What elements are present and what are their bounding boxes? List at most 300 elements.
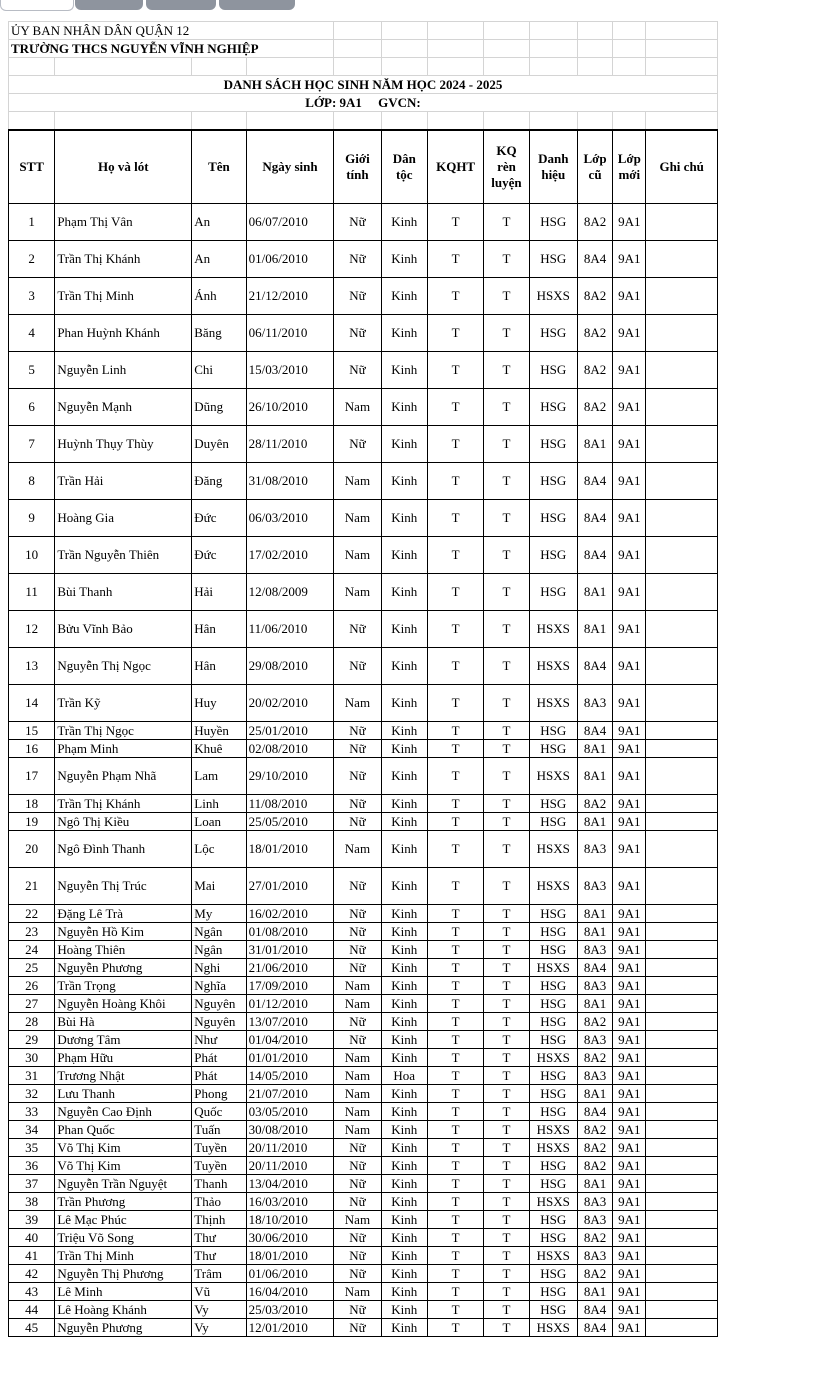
dan-toc-cell: Kinh [381, 722, 427, 740]
gioi-tinh-cell: Nữ [334, 1031, 381, 1049]
dan-toc-cell: Kinh [381, 1265, 427, 1283]
dan-toc-cell: Kinh [381, 1175, 427, 1193]
lop-moi-cell: 9A1 [613, 1283, 646, 1301]
ten-cell: Tuyền [192, 1157, 246, 1175]
table-row [9, 463, 718, 500]
lop-moi-cell: 9A1 [613, 941, 646, 959]
gioi-tinh-cell: Nam [334, 389, 381, 426]
dan-toc-cell: Kinh [381, 648, 427, 685]
lop-moi-cell: 9A1 [613, 1031, 646, 1049]
dan-toc-cell: Kinh [381, 1139, 427, 1157]
school-name: TRƯỜNG THCS NGUYỄN VĨNH NGHIỆP [9, 40, 334, 58]
dan-toc-cell: Kinh [381, 1031, 427, 1049]
danh-hieu-cell: HSXS [529, 1319, 577, 1337]
ten-cell: Huyền [192, 722, 246, 740]
ngay-sinh-cell: 01/12/2010 [246, 995, 334, 1013]
sheet-tab-bar [0, 0, 828, 12]
table-row [9, 995, 718, 1013]
stt-cell: 4 [9, 315, 55, 352]
table-row [9, 923, 718, 941]
ten-cell: Đăng [192, 463, 246, 500]
dan-toc-cell: Kinh [381, 1103, 427, 1121]
danh-hieu-cell: HSG [529, 1103, 577, 1121]
table-row [9, 537, 718, 574]
dan-toc-cell: Kinh [381, 352, 427, 389]
gioi-tinh-cell: Nữ [334, 611, 381, 648]
dan-toc-cell: Kinh [381, 500, 427, 537]
lop-cu-cell: 8A1 [577, 1175, 612, 1193]
ho-lot-cell: Ngô Thị Kiều [55, 813, 192, 831]
danh-hieu-cell: HSG [529, 241, 577, 278]
ho-lot-cell: Trần Thị Minh [55, 278, 192, 315]
gioi-tinh-cell: Nam [334, 1067, 381, 1085]
danh-hieu-cell: HSG [529, 1085, 577, 1103]
ten-cell: My [192, 905, 246, 923]
stt-cell: 9 [9, 500, 55, 537]
kqht-cell: T [427, 241, 483, 278]
ten-cell: Phát [192, 1067, 246, 1085]
ren-luyen-cell: T [484, 959, 529, 977]
ren-luyen-cell: T [484, 995, 529, 1013]
stt-cell: 45 [9, 1319, 55, 1337]
dan-toc-cell: Kinh [381, 426, 427, 463]
lop-cu-cell: 8A2 [577, 795, 612, 813]
ghi-chu-cell [646, 1085, 718, 1103]
lop-cu-cell: 8A2 [577, 204, 612, 241]
stt-cell: 33 [9, 1103, 55, 1121]
lop-cu-cell: 8A4 [577, 722, 612, 740]
dan-toc-cell: Kinh [381, 463, 427, 500]
col-header-ngay-sinh: Ngày sinh [246, 130, 334, 204]
ghi-chu-cell [646, 1067, 718, 1085]
ren-luyen-cell: T [484, 1103, 529, 1121]
dan-toc-cell: Hoa [381, 1067, 427, 1085]
ren-luyen-cell: T [484, 426, 529, 463]
danh-hieu-cell: HSG [529, 500, 577, 537]
gioi-tinh-cell: Nữ [334, 722, 381, 740]
table-row [9, 722, 718, 740]
lop-moi-cell: 9A1 [613, 1319, 646, 1337]
table-row [9, 941, 718, 959]
ho-lot-cell: Nguyễn Trần Nguyệt [55, 1175, 192, 1193]
ho-lot-cell: Lưu Thanh [55, 1085, 192, 1103]
ghi-chu-cell [646, 648, 718, 685]
ngay-sinh-cell: 17/02/2010 [246, 537, 334, 574]
danh-hieu-cell: HSG [529, 1301, 577, 1319]
danh-hieu-cell: HSXS [529, 868, 577, 905]
table-row [9, 1085, 718, 1103]
ren-luyen-cell: T [484, 241, 529, 278]
ho-lot-cell: Nguyễn Phương [55, 959, 192, 977]
lop-moi-cell: 9A1 [613, 1085, 646, 1103]
lop-cu-cell: 8A1 [577, 1085, 612, 1103]
ten-cell: Nghĩa [192, 977, 246, 995]
danh-hieu-cell: HSG [529, 941, 577, 959]
ngay-sinh-cell: 11/08/2010 [246, 795, 334, 813]
ren-luyen-cell: T [484, 1229, 529, 1247]
ngay-sinh-cell: 01/01/2010 [246, 1049, 334, 1067]
dan-toc-cell: Kinh [381, 204, 427, 241]
lop-moi-cell: 9A1 [613, 1049, 646, 1067]
kqht-cell: T [427, 1157, 483, 1175]
danh-hieu-cell: HSG [529, 574, 577, 611]
stt-cell: 13 [9, 648, 55, 685]
ngay-sinh-cell: 03/05/2010 [246, 1103, 334, 1121]
gioi-tinh-cell: Nam [334, 1121, 381, 1139]
ten-cell: Chi [192, 352, 246, 389]
table-row [9, 611, 718, 648]
gioi-tinh-cell: Nữ [334, 923, 381, 941]
dan-toc-cell: Kinh [381, 537, 427, 574]
lop-cu-cell: 8A1 [577, 758, 612, 795]
ren-luyen-cell: T [484, 758, 529, 795]
ghi-chu-cell [646, 923, 718, 941]
kqht-cell: T [427, 1229, 483, 1247]
table-row [9, 1103, 718, 1121]
danh-hieu-cell: HSG [529, 1175, 577, 1193]
col-header-lop-cu: Lớp cũ [577, 130, 612, 204]
table-row [9, 315, 718, 352]
stt-cell: 34 [9, 1121, 55, 1139]
dan-toc-cell: Kinh [381, 868, 427, 905]
lop-moi-cell: 9A1 [613, 278, 646, 315]
ho-lot-cell: Lê Mạc Phúc [55, 1211, 192, 1229]
lop-cu-cell: 8A3 [577, 1067, 612, 1085]
ren-luyen-cell: T [484, 923, 529, 941]
ho-lot-cell: Triệu Võ Song [55, 1229, 192, 1247]
ngay-sinh-cell: 21/07/2010 [246, 1085, 334, 1103]
ten-cell: Loan [192, 813, 246, 831]
danh-hieu-cell: HSG [529, 813, 577, 831]
lop-moi-cell: 9A1 [613, 537, 646, 574]
lop-cu-cell: 8A2 [577, 389, 612, 426]
lop-moi-cell: 9A1 [613, 204, 646, 241]
ten-cell: Nghi [192, 959, 246, 977]
sheet-tab-4[interactable] [219, 0, 295, 10]
ghi-chu-cell [646, 1103, 718, 1121]
dan-toc-cell: Kinh [381, 905, 427, 923]
stt-cell: 32 [9, 1085, 55, 1103]
kqht-cell: T [427, 1085, 483, 1103]
danh-hieu-cell: HSXS [529, 278, 577, 315]
lop-cu-cell: 8A3 [577, 868, 612, 905]
lop-cu-cell: 8A3 [577, 831, 612, 868]
table-row [9, 1121, 718, 1139]
danh-hieu-cell: HSG [529, 426, 577, 463]
gioi-tinh-cell: Nữ [334, 426, 381, 463]
danh-hieu-cell: HSG [529, 795, 577, 813]
kqht-cell: T [427, 995, 483, 1013]
lop-cu-cell: 8A1 [577, 813, 612, 831]
stt-cell: 20 [9, 831, 55, 868]
kqht-cell: T [427, 685, 483, 722]
ten-cell: Vy [192, 1319, 246, 1337]
lop-cu-cell: 8A1 [577, 905, 612, 923]
ngay-sinh-cell: 14/05/2010 [246, 1067, 334, 1085]
col-header-lop-moi: Lớp mới [613, 130, 646, 204]
ngay-sinh-cell: 28/11/2010 [246, 426, 334, 463]
ghi-chu-cell [646, 995, 718, 1013]
stt-cell: 43 [9, 1283, 55, 1301]
dan-toc-cell: Kinh [381, 1157, 427, 1175]
ngay-sinh-cell: 20/11/2010 [246, 1139, 334, 1157]
table-row [9, 1265, 718, 1283]
danh-hieu-cell: HSG [529, 537, 577, 574]
ho-lot-cell: Phạm Hữu [55, 1049, 192, 1067]
ten-cell: Nguyên [192, 1013, 246, 1031]
stt-cell: 39 [9, 1211, 55, 1229]
kqht-cell: T [427, 1031, 483, 1049]
stt-cell: 35 [9, 1139, 55, 1157]
ho-lot-cell: Đặng Lê Trà [55, 905, 192, 923]
ho-lot-cell: Nguyễn Cao Định [55, 1103, 192, 1121]
kqht-cell: T [427, 740, 483, 758]
stt-cell: 25 [9, 959, 55, 977]
ren-luyen-cell: T [484, 463, 529, 500]
ghi-chu-cell [646, 740, 718, 758]
ngay-sinh-cell: 25/03/2010 [246, 1301, 334, 1319]
ghi-chu-cell [646, 758, 718, 795]
dan-toc-cell: Kinh [381, 278, 427, 315]
stt-cell: 3 [9, 278, 55, 315]
ngay-sinh-cell: 27/01/2010 [246, 868, 334, 905]
ghi-chu-cell [646, 389, 718, 426]
lop-cu-cell: 8A2 [577, 1139, 612, 1157]
kqht-cell: T [427, 1247, 483, 1265]
dan-toc-cell: Kinh [381, 1211, 427, 1229]
dan-toc-cell: Kinh [381, 1229, 427, 1247]
table-row [9, 740, 718, 758]
ten-cell: Nguyên [192, 995, 246, 1013]
lop-cu-cell: 8A3 [577, 1211, 612, 1229]
gioi-tinh-cell: Nữ [334, 959, 381, 977]
lop-cu-cell: 8A4 [577, 500, 612, 537]
col-header-kqht: KQHT [427, 130, 483, 204]
sheet-tab-1[interactable] [0, 0, 74, 11]
danh-hieu-cell: HSXS [529, 611, 577, 648]
kqht-cell: T [427, 1121, 483, 1139]
kqht-cell: T [427, 648, 483, 685]
ho-lot-cell: Hoàng Gia [55, 500, 192, 537]
ten-cell: Băng [192, 315, 246, 352]
dan-toc-cell: Kinh [381, 795, 427, 813]
ten-cell: Phát [192, 1049, 246, 1067]
lop-moi-cell: 9A1 [613, 1265, 646, 1283]
ghi-chu-cell [646, 315, 718, 352]
ten-cell: Hải [192, 574, 246, 611]
kqht-cell: T [427, 204, 483, 241]
danh-hieu-cell: HSXS [529, 1193, 577, 1211]
ngay-sinh-cell: 25/01/2010 [246, 722, 334, 740]
ghi-chu-cell [646, 1247, 718, 1265]
gioi-tinh-cell: Nữ [334, 758, 381, 795]
kqht-cell: T [427, 1283, 483, 1301]
stt-cell: 19 [9, 813, 55, 831]
ghi-chu-cell [646, 1031, 718, 1049]
ghi-chu-cell [646, 1013, 718, 1031]
stt-cell: 17 [9, 758, 55, 795]
ten-cell: Lam [192, 758, 246, 795]
table-row [9, 1013, 718, 1031]
ghi-chu-cell [646, 1283, 718, 1301]
lop-moi-cell: 9A1 [613, 1211, 646, 1229]
ghi-chu-cell [646, 278, 718, 315]
lop-cu-cell: 8A2 [577, 1049, 612, 1067]
gioi-tinh-cell: Nữ [334, 1265, 381, 1283]
gioi-tinh-cell: Nữ [334, 204, 381, 241]
class-line: LỚP: 9A1 GVCN: [9, 94, 718, 112]
stt-cell: 31 [9, 1067, 55, 1085]
ngay-sinh-cell: 29/10/2010 [246, 758, 334, 795]
gioi-tinh-cell: Nữ [334, 740, 381, 758]
dan-toc-cell: Kinh [381, 1247, 427, 1265]
table-row [9, 648, 718, 685]
gioi-tinh-cell: Nữ [334, 1193, 381, 1211]
ten-cell: Thảo [192, 1193, 246, 1211]
col-header-kq-ren-luyen: KQ rèn luyện [484, 130, 529, 204]
ghi-chu-cell [646, 1193, 718, 1211]
ho-lot-cell: Trần Nguyễn Thiên [55, 537, 192, 574]
danh-hieu-cell: HSG [529, 315, 577, 352]
ten-cell: Đức [192, 500, 246, 537]
ren-luyen-cell: T [484, 204, 529, 241]
table-row [9, 204, 718, 241]
stt-cell: 27 [9, 995, 55, 1013]
dan-toc-cell: Kinh [381, 1049, 427, 1067]
ngay-sinh-cell: 31/08/2010 [246, 463, 334, 500]
lop-cu-cell: 8A4 [577, 463, 612, 500]
ten-cell: Ánh [192, 278, 246, 315]
lop-moi-cell: 9A1 [613, 959, 646, 977]
lop-cu-cell: 8A3 [577, 1193, 612, 1211]
lop-moi-cell: 9A1 [613, 758, 646, 795]
danh-hieu-cell: HSG [529, 463, 577, 500]
lop-moi-cell: 9A1 [613, 648, 646, 685]
table-row [9, 352, 718, 389]
kqht-cell: T [427, 315, 483, 352]
kqht-cell: T [427, 722, 483, 740]
gioi-tinh-cell: Nữ [334, 813, 381, 831]
danh-hieu-cell: HSG [529, 1013, 577, 1031]
danh-hieu-cell: HSG [529, 1067, 577, 1085]
dan-toc-cell: Kinh [381, 1085, 427, 1103]
col-header-danh-hieu: Danh hiệu [529, 130, 577, 204]
ten-cell: Ngân [192, 923, 246, 941]
dan-toc-cell: Kinh [381, 831, 427, 868]
table-row [9, 813, 718, 831]
ghi-chu-cell [646, 204, 718, 241]
gioi-tinh-cell: Nữ [334, 648, 381, 685]
kqht-cell: T [427, 813, 483, 831]
ho-lot-cell: Trần Phương [55, 1193, 192, 1211]
lop-cu-cell: 8A1 [577, 426, 612, 463]
gioi-tinh-cell: Nữ [334, 868, 381, 905]
ten-cell: An [192, 204, 246, 241]
lop-moi-cell: 9A1 [613, 611, 646, 648]
kqht-cell: T [427, 389, 483, 426]
kqht-cell: T [427, 1067, 483, 1085]
danh-hieu-cell: HSXS [529, 685, 577, 722]
ten-cell: Đức [192, 537, 246, 574]
table-row [9, 1157, 718, 1175]
ghi-chu-cell [646, 1121, 718, 1139]
stt-cell: 2 [9, 241, 55, 278]
ho-lot-cell: Nguyễn Linh [55, 352, 192, 389]
table-row [9, 1229, 718, 1247]
lop-moi-cell: 9A1 [613, 1175, 646, 1193]
ho-lot-cell: Huỳnh Thụy Thùy [55, 426, 192, 463]
ghi-chu-cell [646, 977, 718, 995]
lop-cu-cell: 8A3 [577, 977, 612, 995]
gioi-tinh-cell: Nam [334, 685, 381, 722]
lop-cu-cell: 8A2 [577, 1265, 612, 1283]
table-row [9, 574, 718, 611]
ren-luyen-cell: T [484, 977, 529, 995]
gioi-tinh-cell: Nam [334, 463, 381, 500]
ten-cell: Ngân [192, 941, 246, 959]
ho-lot-cell: Nguyễn Thị Phương [55, 1265, 192, 1283]
dan-toc-cell: Kinh [381, 1301, 427, 1319]
lop-cu-cell: 8A2 [577, 315, 612, 352]
sheet-tab-2[interactable] [75, 0, 143, 10]
lop-moi-cell: 9A1 [613, 905, 646, 923]
kqht-cell: T [427, 352, 483, 389]
lop-moi-cell: 9A1 [613, 685, 646, 722]
danh-hieu-cell: HSG [529, 1229, 577, 1247]
ren-luyen-cell: T [484, 278, 529, 315]
table-row [9, 1211, 718, 1229]
ren-luyen-cell: T [484, 611, 529, 648]
ten-cell: Thư [192, 1247, 246, 1265]
danh-hieu-cell: HSXS [529, 758, 577, 795]
ren-luyen-cell: T [484, 868, 529, 905]
ngay-sinh-cell: 06/07/2010 [246, 204, 334, 241]
kqht-cell: T [427, 500, 483, 537]
ghi-chu-cell [646, 795, 718, 813]
ho-lot-cell: Dương Tâm [55, 1031, 192, 1049]
gioi-tinh-cell: Nữ [334, 1229, 381, 1247]
kqht-cell: T [427, 959, 483, 977]
ho-lot-cell: Phan Quốc [55, 1121, 192, 1139]
ngay-sinh-cell: 06/03/2010 [246, 500, 334, 537]
table-row [9, 868, 718, 905]
ghi-chu-cell [646, 868, 718, 905]
sheet-tab-3[interactable] [146, 0, 216, 10]
gioi-tinh-cell: Nữ [334, 241, 381, 278]
ho-lot-cell: Bửu Vĩnh Bảo [55, 611, 192, 648]
dan-toc-cell: Kinh [381, 740, 427, 758]
ngay-sinh-cell: 16/03/2010 [246, 1193, 334, 1211]
ngay-sinh-cell: 30/08/2010 [246, 1121, 334, 1139]
ten-cell: Lộc [192, 831, 246, 868]
committee-name: ỦY BAN NHÂN DÂN QUẬN 12 [9, 22, 334, 40]
ho-lot-cell: Ngô Đình Thanh [55, 831, 192, 868]
col-header-ho-lot: Họ và lót [55, 130, 192, 204]
lop-moi-cell: 9A1 [613, 923, 646, 941]
dan-toc-cell: Kinh [381, 1121, 427, 1139]
ghi-chu-cell [646, 611, 718, 648]
lop-cu-cell: 8A1 [577, 611, 612, 648]
ghi-chu-cell [646, 1139, 718, 1157]
table-row [9, 795, 718, 813]
lop-cu-cell: 8A4 [577, 537, 612, 574]
stt-cell: 15 [9, 722, 55, 740]
ho-lot-cell: Nguyễn Thị Ngọc [55, 648, 192, 685]
table-row [9, 1301, 718, 1319]
kqht-cell: T [427, 923, 483, 941]
lop-cu-cell: 8A2 [577, 1229, 612, 1247]
ngay-sinh-cell: 26/10/2010 [246, 389, 334, 426]
